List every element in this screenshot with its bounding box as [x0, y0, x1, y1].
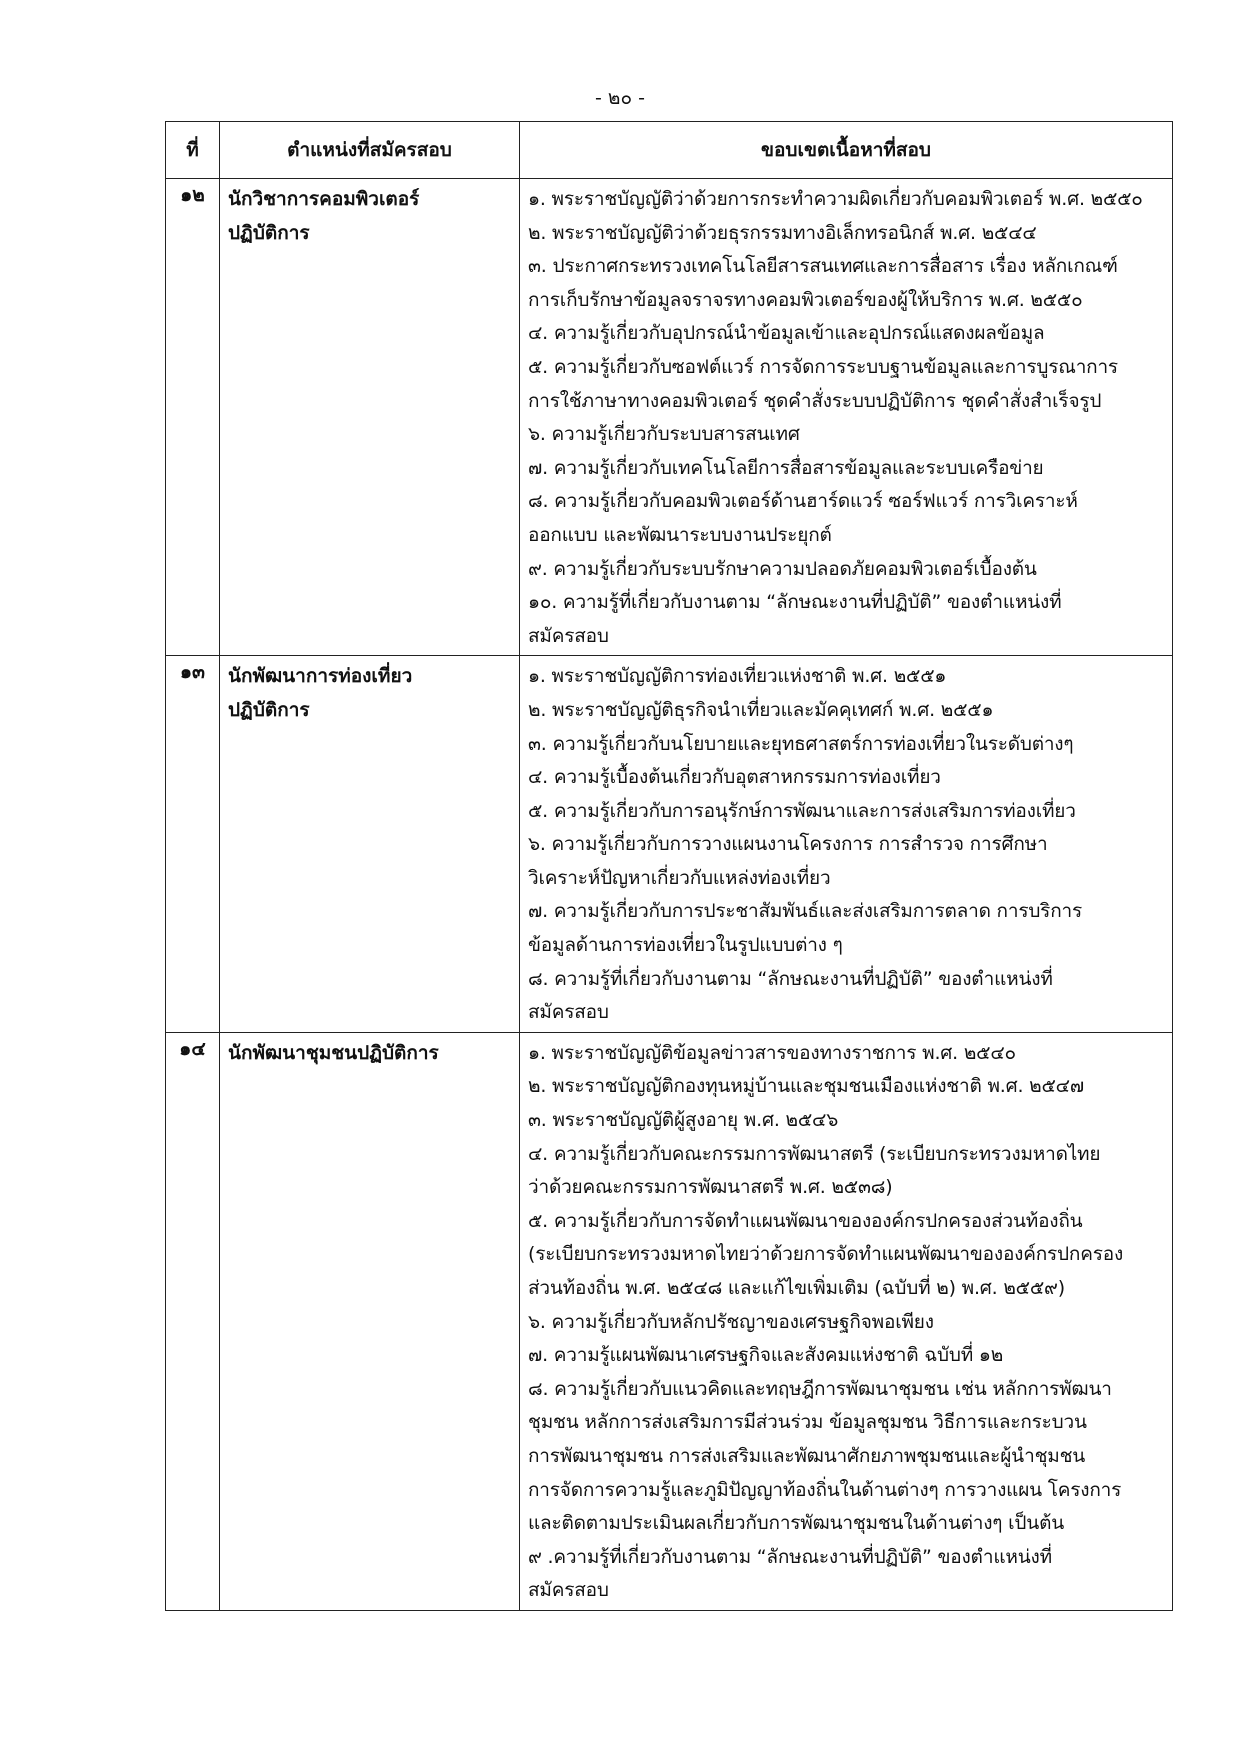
scope-line: ๔. ความรู้เกี่ยวกับอุปกรณ์นำข้อมูลเข้าและอุปกรณ์แสดงผลข้อมูล: [528, 322, 1045, 345]
scope-line: ๕. ความรู้เกี่ยวกับซอฟต์แวร์ การจัดการระบบฐานข้อมูลและการบูรณาการ: [528, 355, 1118, 378]
scope-line: ๘. ความรู้เกี่ยวกับแนวคิดและทฤษฎีการพัฒนาชุมชน เช่น หลักการพัฒนา: [528, 1377, 1112, 1400]
scope-line: ๓. ประกาศกระทรวงเทคโนโลยีสารสนเทศและการสื่อสาร เรื่อง หลักเกณฑ์: [528, 255, 1118, 278]
scope-line: ๓. พระราชบัญญัติผู้สูงอายุ พ.ศ. ๒๕๔๖: [528, 1109, 839, 1132]
scope-line: ออกแบบ และพัฒนาระบบงานประยุกต์: [528, 523, 832, 546]
header-scope: ขอบเขตเนื้อหาที่สอบ: [520, 122, 1173, 179]
table-row: [166, 1032, 1173, 1610]
position-cell: [220, 1032, 520, 1610]
row-number-text: ๑๒: [180, 184, 205, 206]
scope-cell: [520, 656, 1173, 1033]
scope-line: (ระเบียบกระทรวงมหาดไทยว่าด้วยการจัดทำแผนพัฒนาขององค์กรปกครอง: [528, 1243, 1124, 1266]
row-number: [166, 656, 220, 1033]
scope-line: ๓. ความรู้เกี่ยวกับนโยบายและยุทธศาสตร์การท่องเที่ยวในระดับต่างๆ: [528, 732, 1074, 755]
scope-cell: [520, 179, 1173, 656]
exam-scope-table: [165, 121, 1173, 1611]
scope-line: ๘. ความรู้ที่เกี่ยวกับงานตาม “ลักษณะงานที่ปฏิบัติ” ของตำแหน่งที่: [528, 967, 1053, 990]
table-body: [166, 179, 1173, 1611]
position-line: ปฏิบัติการ: [228, 221, 310, 244]
scope-line: ๖. ความรู้เกี่ยวกับการวางแผนงานโครงการ การสำรวจ การศึกษา: [528, 833, 1048, 856]
scope-line: ๕. ความรู้เกี่ยวกับการอนุรักษ์การพัฒนาและการส่งเสริมการท่องเที่ยว: [528, 799, 1076, 822]
row-number: [166, 1032, 220, 1610]
table-row: [166, 656, 1173, 1033]
scope-line: การเก็บรักษาข้อมูลจราจรทางคอมพิวเตอร์ของผู้ให้บริการ พ.ศ. ๒๕๕๐: [528, 288, 1083, 311]
scope-line: ชุมชน หลักการส่งเสริมการมีส่วนร่วม ข้อมูลชุมชน วิธีการและกระบวน: [528, 1411, 1087, 1434]
header-no: ที่: [166, 122, 220, 179]
scope-line: ๖. ความรู้เกี่ยวกับหลักปรัชญาของเศรษฐกิจพอเพียง: [528, 1310, 934, 1333]
scope-line: ๑. พระราชบัญญัติว่าด้วยการกระทำความผิดเกี่ยวกับคอมพิวเตอร์ พ.ศ. ๒๕๕๐: [528, 188, 1143, 210]
scope-line: การใช้ภาษาทางคอมพิวเตอร์ ชุดคำสั่งระบบปฏิบัติการ ชุดคำสั่งสำเร็จรูป: [528, 389, 1102, 412]
header-position: ตำแหน่งที่สมัครสอบ: [220, 122, 520, 179]
scope-line: ๒. พระราชบัญญัติกองทุนหมู่บ้านและชุมชนเมืองแห่งชาติ พ.ศ. ๒๕๔๗: [528, 1075, 1084, 1098]
scope-line: การจัดการความรู้และภูมิปัญญาท้องถิ่นในด้านต่างๆ การวางแผน โครงการ: [528, 1478, 1122, 1501]
scope-line: ๗. ความรู้เกี่ยวกับการประชาสัมพันธ์และส่งเสริมการตลาด การบริการ: [528, 900, 1082, 923]
scope-line: ๑๐. ความรู้ที่เกี่ยวกับงานตาม “ลักษณะงานที่ปฏิบัติ” ของตำแหน่งที่: [528, 591, 1062, 614]
position-line: ปฏิบัติการ: [228, 698, 310, 721]
row-number: [166, 179, 220, 656]
scope-line: ๙ .ความรู้ที่เกี่ยวกับงานตาม “ลักษณะงานที่ปฏิบัติ” ของตำแหน่งที่: [528, 1545, 1052, 1568]
scope-line: การพัฒนาชุมชน การส่งเสริมและพัฒนาศักยภาพชุมชนและผู้นำชุมชน: [528, 1444, 1086, 1467]
scope-line: ๑. พระราชบัญญัติข้อมูลข่าวสารของทางราชการ พ.ศ. ๒๕๔๐: [528, 1041, 1016, 1064]
position-line: นักวิชาการคอมพิวเตอร์: [228, 188, 420, 210]
scope-line: ข้อมูลด้านการท่องเที่ยวในรูปแบบต่าง ๆ: [528, 934, 843, 957]
scope-line: ๒. พระราชบัญญัติว่าด้วยธุรกรรมทางอิเล็กทรอนิกส์ พ.ศ. ๒๕๔๔: [528, 221, 1037, 244]
scope-line: และติดตามประเมินผลเกี่ยวกับการพัฒนาชุมชนในด้านต่างๆ เป็นต้น: [528, 1512, 1065, 1535]
scope-line: ๔. ความรู้เกี่ยวกับคณะกรรมการพัฒนาสตรี (ระเบียบกระทรวงมหาดไทย: [528, 1142, 1101, 1165]
scope-line: สมัครสอบ: [528, 1579, 609, 1602]
scope-line: ๗. ความรู้แผนพัฒนาเศรษฐกิจและสังคมแห่งชาติ ฉบับที่ ๑๒: [528, 1344, 1004, 1367]
table-header: [166, 122, 1173, 179]
scope-line: ๙. ความรู้เกี่ยวกับระบบรักษาความปลอดภัยคอมพิวเตอร์เบื้องต้น: [528, 557, 1037, 580]
scope-line: วิเคราะห์ปัญหาเกี่ยวกับแหล่งท่องเที่ยว: [528, 866, 831, 889]
row-number-text: ๑๓: [179, 661, 206, 684]
scope-line: ๖. ความรู้เกี่ยวกับระบบสารสนเทศ: [528, 423, 800, 446]
scope-line: ๔. ความรู้เบื้องต้นเกี่ยวกับอุตสาหกรรมการท่องเที่ยว: [528, 766, 941, 789]
scope-cell: [520, 1032, 1173, 1610]
scope-line: ๕. ความรู้เกี่ยวกับการจัดทำแผนพัฒนาขององค์กรปกครองส่วนท้องถิ่น: [528, 1209, 1083, 1232]
position-line: นักพัฒนาการท่องเที่ยว: [228, 665, 413, 688]
row-number-text: ๑๔: [179, 1037, 206, 1060]
scope-line: ส่วนท้องถิ่น พ.ศ. ๒๕๔๘ และแก้ไขเพิ่มเติม (ฉบับที่ ๒) พ.ศ. ๒๕๕๙): [528, 1277, 1065, 1299]
scope-line: ๘. ความรู้เกี่ยวกับคอมพิวเตอร์ด้านฮาร์ดแวร์ ซอร์ฟแวร์ การวิเคราะห์: [528, 490, 1078, 513]
scope-line: ๑. พระราชบัญญัติการท่องเที่ยวแห่งชาติ พ.ศ. ๒๕๕๑: [528, 665, 947, 688]
scope-line: ๒. พระราชบัญญัติธุรกิจนำเที่ยวและมัคคุเทศก์ พ.ศ. ๒๕๕๑: [528, 698, 994, 721]
scope-line: ว่าด้วยคณะกรรมการพัฒนาสตรี พ.ศ. ๒๕๓๘): [528, 1176, 893, 1199]
table-row: [166, 179, 1173, 656]
page-number: - ๒๐ -: [595, 87, 645, 109]
scope-line: สมัครสอบ: [528, 624, 609, 647]
position-cell: [220, 179, 520, 656]
position-cell: [220, 656, 520, 1033]
scope-line: สมัครสอบ: [528, 1001, 609, 1024]
position-line: นักพัฒนาชุมชนปฏิบัติการ: [228, 1041, 439, 1064]
scope-line: ๗. ความรู้เกี่ยวกับเทคโนโลยีการสื่อสารข้อมูลและระบบเครือข่าย: [528, 456, 1044, 479]
